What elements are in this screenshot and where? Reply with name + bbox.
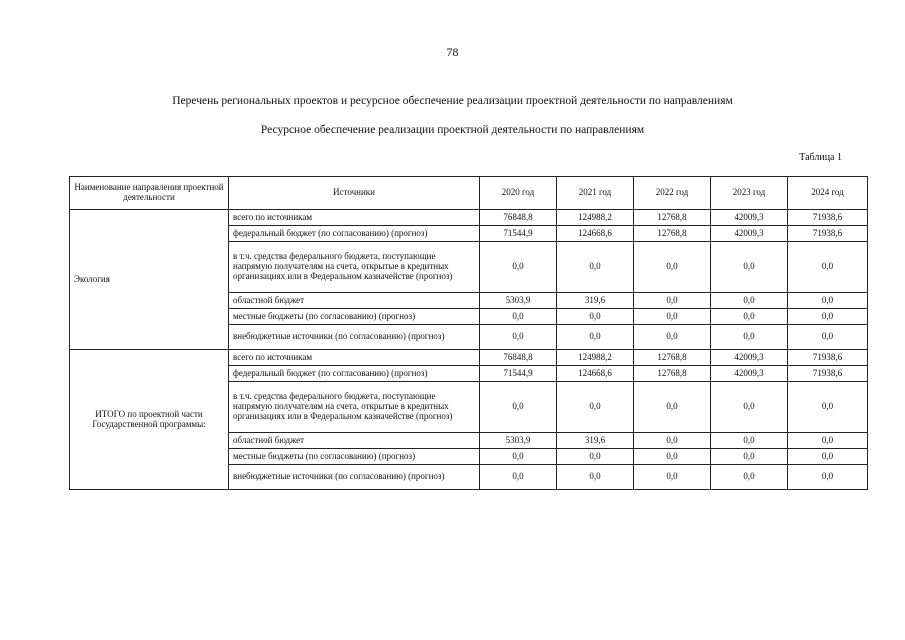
value-cell: 71938,6 xyxy=(788,210,868,226)
table-row xyxy=(70,210,868,226)
value-cell: 12768,8 xyxy=(634,226,711,242)
direction-name: Экология xyxy=(70,210,229,350)
value-cell: 0,0 xyxy=(480,325,557,350)
table-label: Таблица 1 xyxy=(799,152,842,163)
direction-name: ИТОГО по проектной части Государственной программы: xyxy=(70,350,229,490)
value-cell: 0,0 xyxy=(557,449,634,465)
value-cell: 0,0 xyxy=(711,325,788,350)
value-cell: 0,0 xyxy=(634,465,711,490)
value-cell: 0,0 xyxy=(557,465,634,490)
value-cell: 71544,9 xyxy=(480,366,557,382)
value-cell: 76848,8 xyxy=(480,210,557,226)
value-cell: 124988,2 xyxy=(557,350,634,366)
value-cell: 0,0 xyxy=(557,309,634,325)
value-cell: 42009,3 xyxy=(711,210,788,226)
value-cell: 0,0 xyxy=(788,382,868,433)
value-cell: 0,0 xyxy=(557,325,634,350)
value-cell: 124668,6 xyxy=(557,226,634,242)
value-cell: 0,0 xyxy=(788,325,868,350)
value-cell: 12768,8 xyxy=(634,350,711,366)
value-cell: 0,0 xyxy=(480,449,557,465)
value-cell: 12768,8 xyxy=(634,366,711,382)
value-cell: 0,0 xyxy=(788,309,868,325)
value-cell: 0,0 xyxy=(634,309,711,325)
page-number: 78 xyxy=(446,45,459,59)
value-cell: 71938,6 xyxy=(788,226,868,242)
value-cell: 71544,9 xyxy=(480,226,557,242)
source-name: всего по источникам xyxy=(229,350,480,366)
value-cell: 0,0 xyxy=(788,433,868,449)
value-cell: 5303,9 xyxy=(480,433,557,449)
value-cell: 71938,6 xyxy=(788,366,868,382)
source-name: внебюджетные источники (по согласованию) (прогноз) xyxy=(229,465,480,490)
value-cell: 0,0 xyxy=(711,433,788,449)
value-cell: 0,0 xyxy=(788,449,868,465)
document-subtitle: Ресурсное обеспечение реализации проектной деятельности по направлениям xyxy=(260,124,645,136)
value-cell: 42009,3 xyxy=(711,366,788,382)
value-cell: 0,0 xyxy=(711,465,788,490)
value-cell: 124988,2 xyxy=(557,210,634,226)
value-cell: 0,0 xyxy=(711,242,788,293)
value-cell: 0,0 xyxy=(557,382,634,433)
value-cell: 0,0 xyxy=(788,293,868,309)
source-name: областной бюджет xyxy=(229,293,480,309)
source-name: областной бюджет xyxy=(229,433,480,449)
value-cell: 0,0 xyxy=(711,449,788,465)
value-cell: 0,0 xyxy=(711,293,788,309)
header-year-2020: 2020 год xyxy=(480,177,557,210)
table-body xyxy=(70,210,868,490)
value-cell: 0,0 xyxy=(634,242,711,293)
header-year-2023: 2023 год xyxy=(711,177,788,210)
source-name: федеральный бюджет (по согласованию) (прогноз) xyxy=(229,226,480,242)
value-cell: 0,0 xyxy=(634,293,711,309)
value-cell: 319,6 xyxy=(557,433,634,449)
value-cell: 0,0 xyxy=(788,242,868,293)
value-cell: 0,0 xyxy=(634,382,711,433)
value-cell: 71938,6 xyxy=(788,350,868,366)
document-title: Перечень региональных проектов и ресурсное обеспечение реализации проектной деятельности по направлениям xyxy=(172,95,733,107)
header-direction: Наименование направления проектной деятельности xyxy=(70,177,229,210)
header-year-2022: 2022 год xyxy=(634,177,711,210)
value-cell: 76848,8 xyxy=(480,350,557,366)
value-cell: 0,0 xyxy=(788,465,868,490)
source-name: местные бюджеты (по согласованию) (прогноз) xyxy=(229,309,480,325)
table-header-row xyxy=(70,177,868,210)
source-name: местные бюджеты (по согласованию) (прогноз) xyxy=(229,449,480,465)
resource-table xyxy=(69,176,868,490)
value-cell: 0,0 xyxy=(480,242,557,293)
value-cell: 5303,9 xyxy=(480,293,557,309)
value-cell: 0,0 xyxy=(634,433,711,449)
value-cell: 42009,3 xyxy=(711,350,788,366)
value-cell: 0,0 xyxy=(711,382,788,433)
source-name: федеральный бюджет (по согласованию) (прогноз) xyxy=(229,366,480,382)
value-cell: 42009,3 xyxy=(711,226,788,242)
value-cell: 0,0 xyxy=(480,465,557,490)
source-name: внебюджетные источники (по согласованию) (прогноз) xyxy=(229,325,480,350)
value-cell: 0,0 xyxy=(480,382,557,433)
value-cell: 0,0 xyxy=(480,309,557,325)
value-cell: 124668,6 xyxy=(557,366,634,382)
value-cell: 0,0 xyxy=(557,242,634,293)
source-name: всего по источникам xyxy=(229,210,480,226)
value-cell: 0,0 xyxy=(634,325,711,350)
source-name: в т.ч. средства федерального бюджета, поступающие напрямую получателям на счета, открытые в кредитных организациях или в Федеральном казначействе (прогноз) xyxy=(229,382,480,433)
value-cell: 319,6 xyxy=(557,293,634,309)
value-cell: 0,0 xyxy=(711,309,788,325)
value-cell: 0,0 xyxy=(634,449,711,465)
header-year-2024: 2024 год xyxy=(788,177,868,210)
header-year-2021: 2021 год xyxy=(557,177,634,210)
table-row xyxy=(70,350,868,366)
source-name: в т.ч. средства федерального бюджета, поступающие напрямую получателям на счета, открытые в кредитных организациях или в Федеральном казначействе (прогноз) xyxy=(229,242,480,293)
header-source: Источники xyxy=(229,177,480,210)
value-cell: 12768,8 xyxy=(634,210,711,226)
